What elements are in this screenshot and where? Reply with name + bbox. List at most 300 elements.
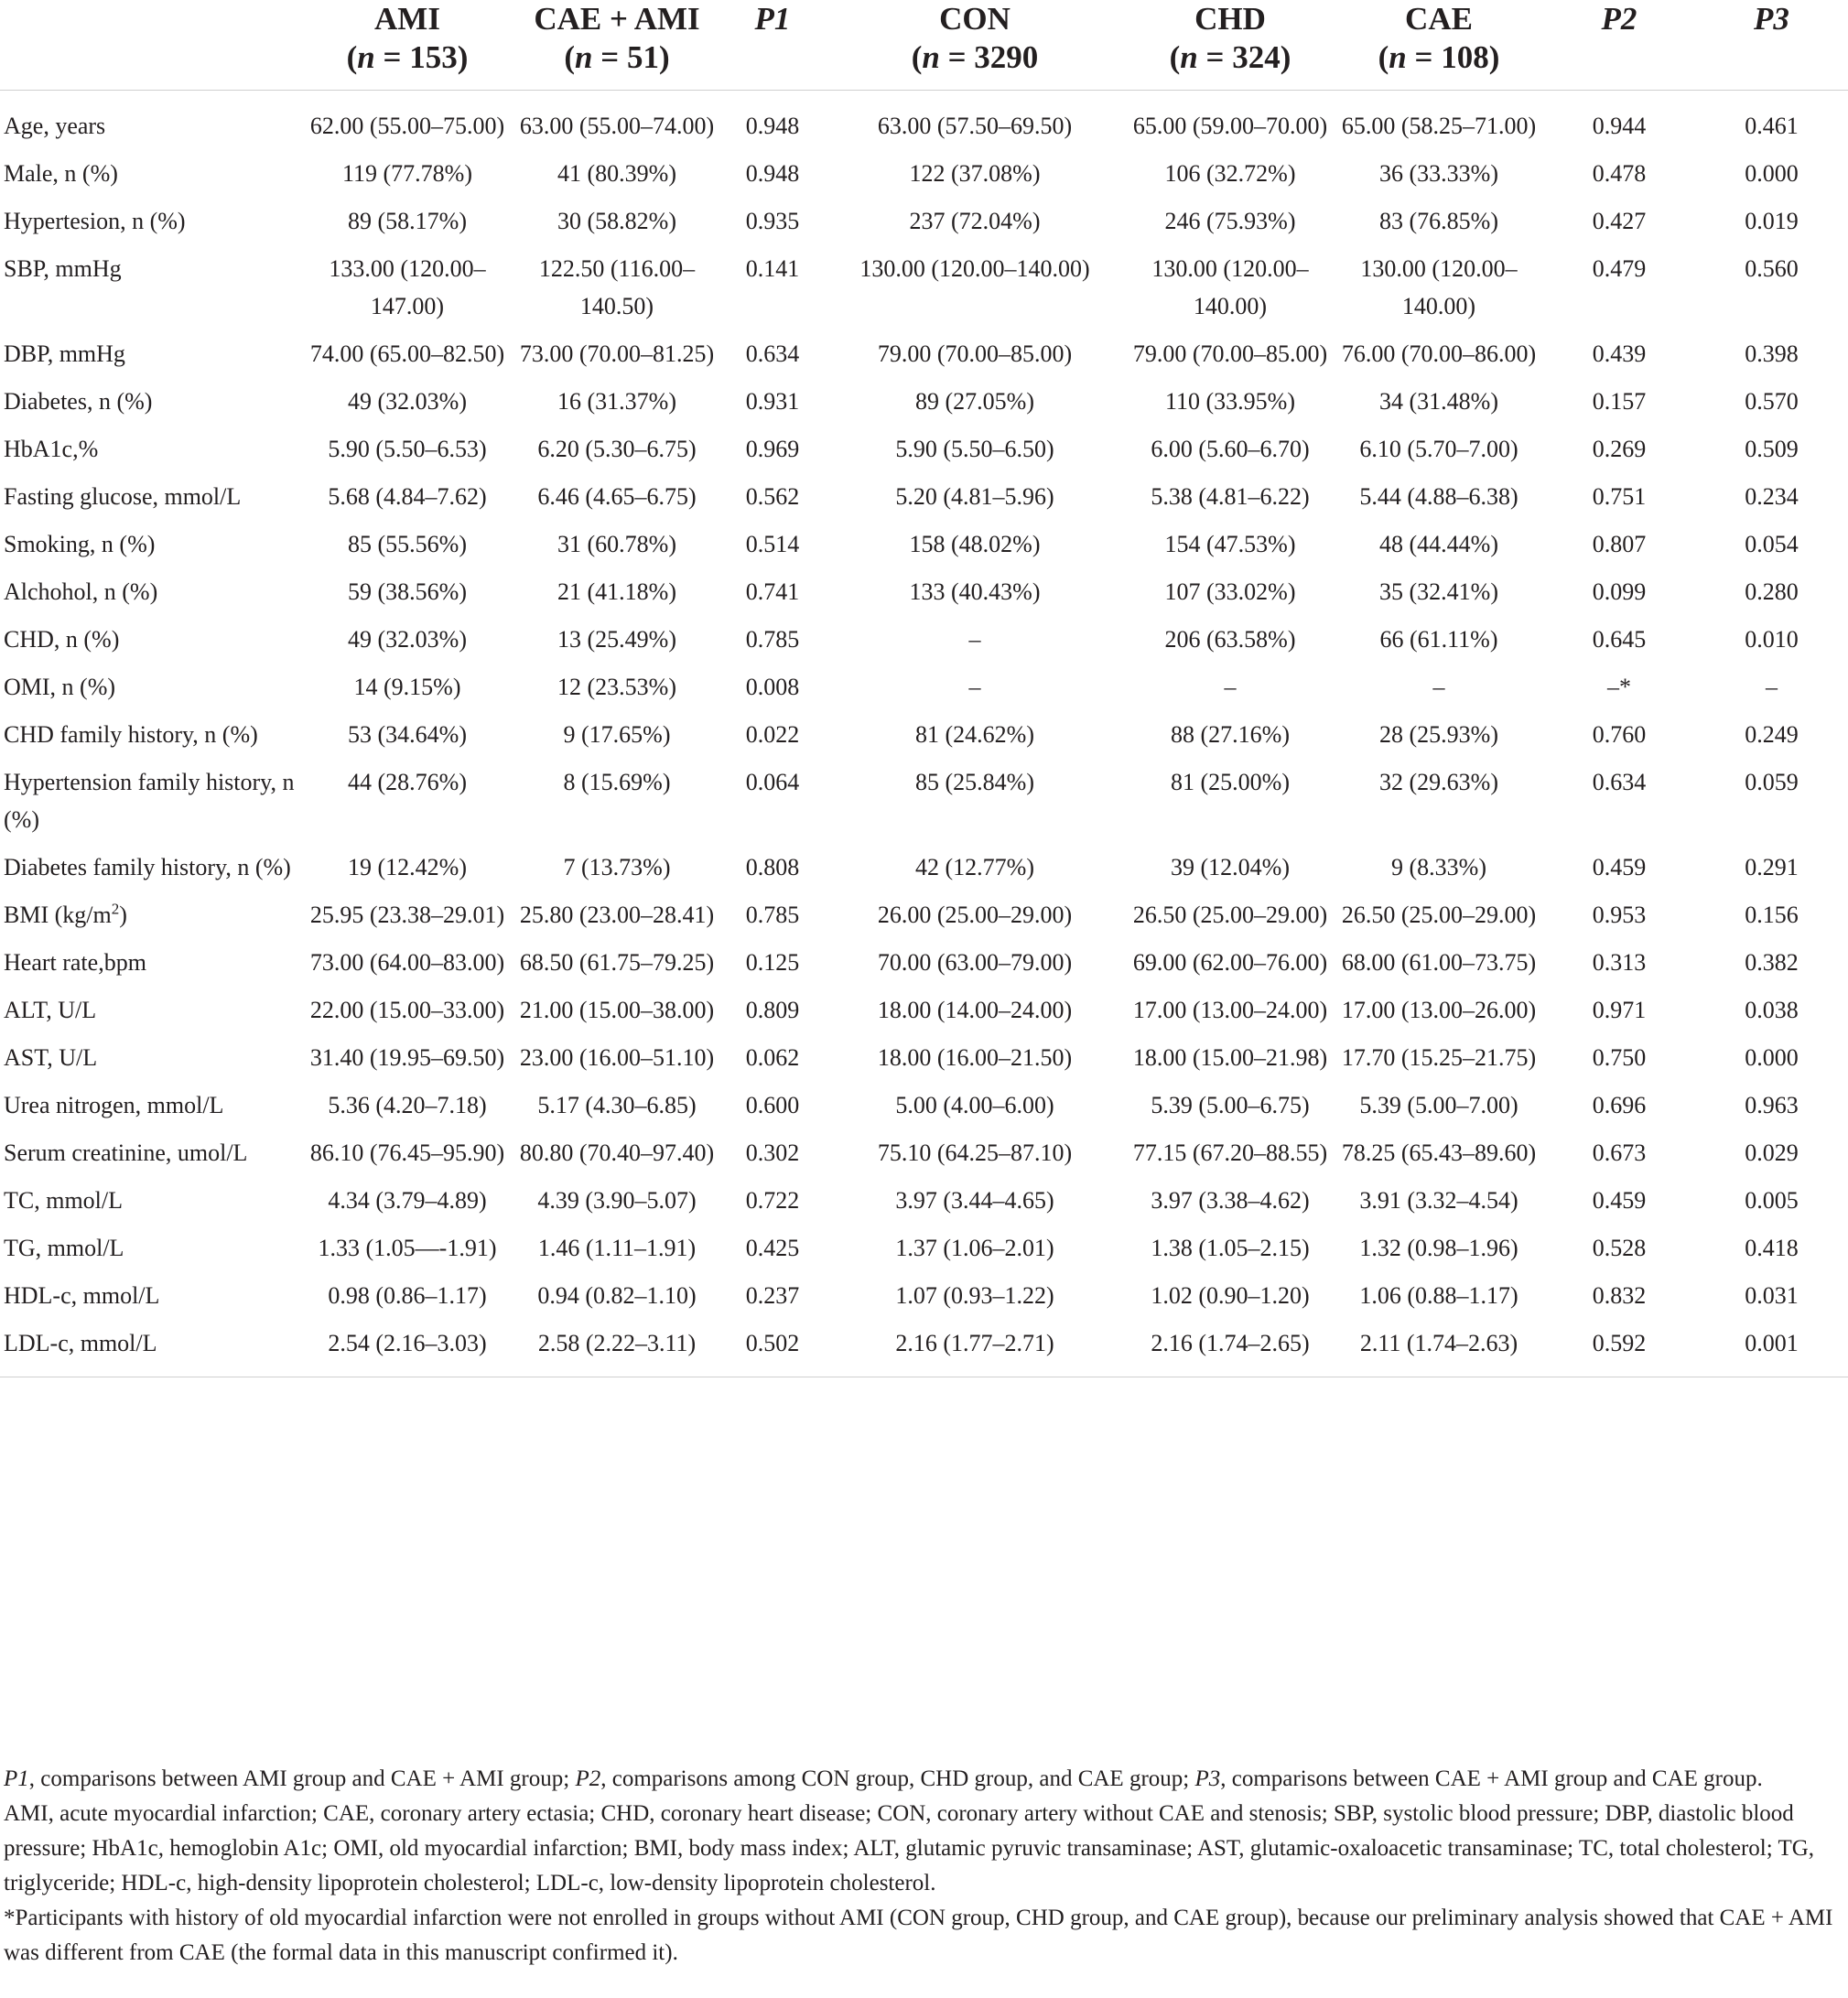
cell-p1: 0.969 (745, 436, 800, 462)
row-label-text: Alchohol, n (%) (4, 578, 158, 605)
table-row (0, 1324, 1848, 1377)
cell-p2: 0.944 (1592, 113, 1647, 139)
cell-cae: 35 (32.41%) (1379, 578, 1498, 605)
cell-cae: 17.70 (15.25–21.75) (1341, 1044, 1537, 1071)
cell-chd: 39 (12.04%) (1171, 854, 1290, 880)
table-row (0, 335, 1848, 383)
row-label-text: Age, years (4, 113, 106, 139)
row-label-text: CHD, n (%) (4, 626, 120, 653)
cell-p2: 0.439 (1592, 340, 1647, 367)
cell-con: 70.00 (63.00–79.00) (877, 949, 1073, 976)
table-row (0, 896, 1848, 944)
p-definition-text: , comparisons between CAE + AMI group and CAE group. (1220, 1766, 1763, 1791)
row-label-text: Hypertension family history, n (%) (4, 769, 295, 833)
cell-p2: 0.953 (1592, 902, 1647, 928)
cell-chd: 5.39 (5.00–6.75) (1151, 1092, 1310, 1118)
row-label-text: Heart rate,bpm (4, 949, 146, 976)
cell-con: 89 (27.05%) (915, 388, 1034, 415)
table-row (0, 991, 1848, 1039)
cell-ami: 49 (32.03%) (348, 388, 467, 415)
cell-chd: 206 (63.58%) (1164, 626, 1296, 653)
cell-cae: 68.00 (61.00–73.75) (1341, 949, 1537, 976)
cell-con: 237 (72.04%) (909, 208, 1041, 234)
cell-ami: 2.54 (2.16–3.03) (302, 1324, 513, 1377)
abbreviations-note: AMI, acute myocardial infarction; CAE, coronary artery ectasia; CHD, coronary heart disease; CON, coronary artery without CAE and stenosis; SBP, systolic blood pressure; DBP, diastolic blood pressure; HbA1c, hemoglobin A1c; OMI, old myocardial infarction; BMI, body mass index; ALT, glutamic pyruvic transaminase; AST, glutamic-oxaloacetic transaminase; TC, total cholesterol; TG, triglyceride; HDL-c, high-density lipoprotein cholesterol; LDL-c, low-density lipoprotein cholesterol. (4, 1801, 1815, 1895)
header-stub (0, 0, 302, 91)
cell-ami: 74.00 (65.00–82.50) (309, 340, 505, 367)
cell-p3: 0.156 (1745, 902, 1799, 928)
cell-caeami: 6.20 (5.30–6.75) (537, 436, 697, 462)
cell-p1: 0.634 (745, 340, 800, 367)
cell-p1: 0.722 (745, 1187, 800, 1214)
cell-chd: 69.00 (62.00–76.00) (1132, 949, 1328, 976)
table-row (0, 848, 1848, 896)
row-label-text: OMI, n (%) (4, 674, 116, 700)
cell-p1: 0.425 (745, 1235, 800, 1261)
cell-p2: 0.751 (1592, 483, 1647, 510)
table-row (0, 1039, 1848, 1086)
cell-caeami: 21.00 (15.00–38.00) (519, 997, 715, 1023)
row-label-text: Fasting glucose, mmol/L (4, 483, 242, 510)
cell-con: 1.07 (0.93–1.22) (895, 1282, 1054, 1309)
cell-p3: 0.509 (1745, 436, 1799, 462)
column-header-name: P1 (754, 1, 791, 37)
table-row (0, 383, 1848, 430)
cell-cae: 76.00 (70.00–86.00) (1341, 340, 1537, 367)
cell-p2: 0.645 (1592, 626, 1647, 653)
cell-ami: 133.00 (120.00–147.00) (329, 255, 486, 319)
row-label-end: ) (119, 902, 127, 928)
row-label (0, 1086, 302, 1134)
cell-ami: 25.95 (23.38–29.01) (309, 902, 505, 928)
table-row (0, 716, 1848, 763)
cell-p3: 0.031 (1745, 1282, 1799, 1309)
cell-p2: –* (1607, 674, 1631, 700)
cell-ami: 5.36 (4.20–7.18) (328, 1092, 487, 1118)
cell-caeami: 8 (15.69%) (563, 769, 671, 795)
cell-caeami: 2.58 (2.22–3.11) (513, 1324, 721, 1377)
row-label-text: HDL-c, mmol/L (4, 1282, 160, 1309)
cell-con: – (968, 626, 981, 653)
cell-con: 133 (40.43%) (909, 578, 1041, 605)
cell-con: 63.00 (57.50–69.50) (877, 113, 1073, 139)
cell-caeami: 9 (17.65%) (563, 721, 671, 748)
cell-p2: 0.696 (1592, 1092, 1647, 1118)
cell-con: – (968, 674, 981, 700)
cell-chd: 154 (47.53%) (1164, 531, 1296, 557)
cell-chd: 26.50 (25.00–29.00) (1132, 902, 1328, 928)
cell-p2: 0.634 (1592, 769, 1647, 795)
cell-p3: 0.059 (1745, 769, 1799, 795)
cell-cae: 1.32 (0.98–1.96) (1359, 1235, 1518, 1261)
row-label (0, 525, 302, 573)
row-label (0, 155, 302, 202)
cell-cae: 78.25 (65.43–89.60) (1341, 1139, 1537, 1166)
cell-p3: 0.005 (1745, 1187, 1799, 1214)
table-row (0, 573, 1848, 621)
row-label (0, 716, 302, 763)
cell-p3: 0.019 (1745, 208, 1799, 234)
cell-p1: 0.785 (745, 902, 800, 928)
cell-p2: 0.459 (1592, 854, 1647, 880)
cell-con: 1.37 (1.06–2.01) (895, 1235, 1054, 1261)
cell-p2: 0.459 (1592, 1187, 1647, 1214)
cell-p2: 0.269 (1592, 436, 1647, 462)
row-label-text: TC, mmol/L (4, 1187, 123, 1214)
cell-caeami: 25.80 (23.00–28.41) (519, 902, 715, 928)
cell-caeami: 31 (60.78%) (557, 531, 676, 557)
cell-p3: 0.382 (1745, 949, 1799, 976)
cell-p1: 0.562 (745, 483, 800, 510)
cell-cae: 28 (25.93%) (1379, 721, 1498, 748)
cell-p2: 0.099 (1592, 578, 1647, 605)
p-definition-text: , comparisons between AMI group and CAE + AMI group; (28, 1766, 576, 1791)
table-row (0, 1229, 1848, 1277)
cell-caeami: 6.46 (4.65–6.75) (537, 483, 697, 510)
column-header (1335, 0, 1543, 91)
table-row (0, 91, 1848, 156)
cell-chd: 18.00 (15.00–21.98) (1132, 1044, 1328, 1071)
cell-caeami: 13 (25.49%) (557, 626, 676, 653)
column-header-n: (n = 324) (1169, 39, 1291, 75)
cell-cae: 36 (33.33%) (1379, 160, 1498, 187)
table-row (0, 430, 1848, 478)
table-body (0, 91, 1848, 1377)
cell-ami: 119 (77.78%) (341, 160, 472, 187)
cell-p2: 0.750 (1592, 1044, 1647, 1071)
column-header-n: (n = 51) (564, 39, 670, 75)
cell-p3: 0.000 (1745, 1044, 1799, 1071)
table-row (0, 621, 1848, 668)
cell-chd: 2.16 (1.74–2.65) (1126, 1324, 1335, 1377)
row-label-text: HbA1c,% (4, 436, 99, 462)
p-definition-text: , comparisons among CON group, CHD group, and CAE group; (600, 1766, 1195, 1791)
cell-ami: 14 (9.15%) (353, 674, 461, 700)
cell-con: 81 (24.62%) (915, 721, 1034, 748)
row-label (0, 896, 302, 944)
cell-p2: 0.157 (1592, 388, 1647, 415)
footnote: *Participants with history of old myocardial infarction were not enrolled in groups without AMI (CON group, CHD group, and CAE group), because our preliminary analysis showed that CAE + AMI was different from CAE (the formal data in this manuscript confirmed it). (4, 1906, 1833, 1965)
cell-cae: 3.91 (3.32–4.54) (1359, 1187, 1518, 1214)
cell-chd: 110 (33.95%) (1164, 388, 1295, 415)
cell-chd: – (1224, 674, 1237, 700)
cell-cae: 34 (31.48%) (1379, 388, 1498, 415)
row-label-text: SBP, mmHg (4, 255, 122, 282)
row-label (0, 1182, 302, 1229)
cell-chd: 107 (33.02%) (1164, 578, 1296, 605)
table-row (0, 478, 1848, 525)
row-label-text: Male, n (%) (4, 160, 118, 187)
column-header-n: (n = 108) (1378, 39, 1500, 75)
cell-caeami: 7 (13.73%) (563, 854, 671, 880)
cell-cae: – (1432, 674, 1445, 700)
cell-con: 122 (37.08%) (909, 160, 1041, 187)
row-label-text: CHD family history, n (%) (4, 721, 258, 748)
cell-p1: 0.948 (745, 113, 800, 139)
cell-p2: 0.592 (1543, 1324, 1695, 1377)
column-header-name: P2 (1601, 1, 1637, 37)
cell-ami: 44 (28.76%) (348, 769, 467, 795)
column-header (721, 0, 824, 91)
table-notes (4, 1762, 1843, 1971)
row-label (0, 1324, 302, 1377)
cell-p1: 0.514 (745, 531, 800, 557)
cell-ami: 5.68 (4.84–7.62) (328, 483, 487, 510)
header-row (0, 0, 1848, 91)
cell-chd: 1.02 (0.90–1.20) (1151, 1282, 1310, 1309)
cell-caeami: 16 (31.37%) (557, 388, 676, 415)
column-header-name: AMI (374, 1, 440, 37)
column-header-name: CON (939, 1, 1010, 37)
cell-p3: 0.029 (1745, 1139, 1799, 1166)
cell-p2: 0.760 (1592, 721, 1647, 748)
cell-caeami: 1.46 (1.11–1.91) (537, 1235, 697, 1261)
cell-p2: 0.313 (1592, 949, 1647, 976)
cell-p1: 0.809 (745, 997, 800, 1023)
column-header (1126, 0, 1335, 91)
row-label-text: AST, U/L (4, 1044, 98, 1071)
cell-ami: 85 (55.56%) (348, 531, 467, 557)
cell-ami: 19 (12.42%) (348, 854, 467, 880)
cell-ami: 59 (38.56%) (348, 578, 467, 605)
cell-p1: 0.064 (745, 769, 800, 795)
cell-chd: 17.00 (13.00–24.00) (1132, 997, 1328, 1023)
cell-ami: 73.00 (64.00–83.00) (309, 949, 505, 976)
cell-chd: 79.00 (70.00–85.00) (1132, 340, 1328, 367)
cell-cae: 1.06 (0.88–1.17) (1359, 1282, 1518, 1309)
column-header-n: (n = 153) (346, 39, 469, 75)
cell-con: 3.97 (3.44–4.65) (895, 1187, 1054, 1214)
table-row (0, 763, 1848, 848)
cell-caeami: 80.80 (70.40–97.40) (519, 1139, 715, 1166)
cell-ami: 0.98 (0.86–1.17) (328, 1282, 487, 1309)
cell-cae: 32 (29.63%) (1379, 769, 1498, 795)
cell-caeami: 23.00 (16.00–51.10) (519, 1044, 715, 1071)
cell-cae: 5.44 (4.88–6.38) (1359, 483, 1518, 510)
cell-p3: 0.001 (1695, 1324, 1848, 1377)
row-label (0, 1039, 302, 1086)
cell-caeami: 63.00 (55.00–74.00) (519, 113, 715, 139)
cell-p1: 0.948 (745, 160, 800, 187)
cell-chd: 5.38 (4.81–6.22) (1151, 483, 1310, 510)
row-label-text: LDL-c, mmol/L (4, 1330, 157, 1356)
column-header-name: P3 (1754, 1, 1789, 37)
cell-cae: 6.10 (5.70–7.00) (1359, 436, 1518, 462)
row-label (0, 1134, 302, 1182)
row-label (0, 1277, 302, 1324)
cell-p2: 0.479 (1592, 255, 1647, 282)
table-row (0, 1134, 1848, 1182)
row-label-text: Diabetes family history, n (%) (4, 854, 291, 880)
row-label-text: DBP, mmHg (4, 340, 125, 367)
cell-p3: 0.570 (1745, 388, 1799, 415)
table-row (0, 1277, 1848, 1324)
cell-p1: 0.062 (745, 1044, 800, 1071)
row-label-text: BMI (kg/m (4, 902, 112, 928)
cell-p3: 0.038 (1745, 997, 1799, 1023)
cell-chd: 77.15 (67.20–88.55) (1132, 1139, 1328, 1166)
cell-cae: 5.39 (5.00–7.00) (1359, 1092, 1518, 1118)
cell-caeami: 21 (41.18%) (557, 578, 676, 605)
cell-p1: 0.600 (745, 1092, 800, 1118)
cell-p3: 0.280 (1745, 578, 1799, 605)
cell-cae: 48 (44.44%) (1379, 531, 1498, 557)
cell-caeami: 122.50 (116.00–140.50) (538, 255, 696, 319)
cell-con: 75.10 (64.25–87.10) (877, 1139, 1073, 1166)
cell-chd: 65.00 (59.00–70.00) (1132, 113, 1328, 139)
row-label (0, 848, 302, 896)
cell-ami: 62.00 (55.00–75.00) (309, 113, 505, 139)
row-label (0, 991, 302, 1039)
row-label (0, 668, 302, 716)
cell-p1: 0.125 (745, 949, 800, 976)
cell-ami: 86.10 (76.45–95.90) (309, 1139, 505, 1166)
p-term: P3 (1194, 1766, 1221, 1791)
table-row (0, 1086, 1848, 1134)
table-row (0, 1182, 1848, 1229)
column-header (1695, 0, 1848, 91)
row-label-text: Urea nitrogen, mmol/L (4, 1092, 224, 1118)
cell-con: 2.16 (1.77–2.71) (824, 1324, 1126, 1377)
cell-chd: 81 (25.00%) (1171, 769, 1290, 795)
cell-p1: 0.237 (745, 1282, 800, 1309)
cell-con: 5.20 (4.81–5.96) (895, 483, 1054, 510)
cell-ami: 53 (34.64%) (348, 721, 467, 748)
cell-caeami: 30 (58.82%) (557, 208, 676, 234)
cell-con: 130.00 (120.00–140.00) (859, 255, 1090, 282)
column-header-name: CAE + AMI (534, 1, 700, 37)
cell-p3: 0.054 (1745, 531, 1799, 557)
cell-caeami: 73.00 (70.00–81.25) (519, 340, 715, 367)
cell-con: 18.00 (16.00–21.50) (877, 1044, 1073, 1071)
cell-chd: 88 (27.16%) (1171, 721, 1290, 748)
cell-p2: 0.807 (1592, 531, 1647, 557)
column-header (824, 0, 1126, 91)
cell-ami: 1.33 (1.05—-1.91) (318, 1235, 497, 1261)
row-label-text: ALT, U/L (4, 997, 97, 1023)
cell-chd: 130.00 (120.00–140.00) (1151, 255, 1309, 319)
row-label-text: Diabetes, n (%) (4, 388, 153, 415)
cell-con: 79.00 (70.00–85.00) (877, 340, 1073, 367)
cell-con: 5.00 (4.00–6.00) (895, 1092, 1054, 1118)
row-label-text: Serum creatinine, umol/L (4, 1139, 248, 1166)
cell-p1: 0.935 (745, 208, 800, 234)
row-label (0, 250, 302, 335)
table-row (0, 202, 1848, 250)
cell-con: 26.00 (25.00–29.00) (877, 902, 1073, 928)
table-row (0, 155, 1848, 202)
cell-con: 5.90 (5.50–6.50) (895, 436, 1054, 462)
cell-chd: 3.97 (3.38–4.62) (1151, 1187, 1310, 1214)
row-label (0, 335, 302, 383)
cell-cae: 17.00 (13.00–26.00) (1341, 997, 1537, 1023)
row-label-text: Smoking, n (%) (4, 531, 156, 557)
table-header (0, 0, 1848, 91)
cell-p3: 0.963 (1745, 1092, 1799, 1118)
cell-p1: 0.785 (745, 626, 800, 653)
cell-chd: 246 (75.93%) (1164, 208, 1296, 234)
row-label (0, 763, 302, 848)
cell-p2: 0.832 (1592, 1282, 1647, 1309)
cell-cae: 65.00 (58.25–71.00) (1341, 113, 1537, 139)
cell-ami: 31.40 (19.95–69.50) (309, 1044, 505, 1071)
cell-p3: 0.418 (1745, 1235, 1799, 1261)
cell-ami: 22.00 (15.00–33.00) (309, 997, 505, 1023)
cell-caeami: 41 (80.39%) (557, 160, 676, 187)
table-row (0, 525, 1848, 573)
cell-p1: 0.741 (745, 578, 800, 605)
cell-p2: 0.478 (1592, 160, 1647, 187)
cell-cae: 26.50 (25.00–29.00) (1341, 902, 1537, 928)
cell-chd: 6.00 (5.60–6.70) (1151, 436, 1310, 462)
table-row (0, 944, 1848, 991)
row-label (0, 383, 302, 430)
row-label-text: TG, mmol/L (4, 1235, 124, 1261)
cell-caeami: 12 (23.53%) (557, 674, 676, 700)
row-label (0, 621, 302, 668)
row-label-text: Hypertesion, n (%) (4, 208, 186, 234)
column-header (1543, 0, 1695, 91)
cell-cae: 83 (76.85%) (1379, 208, 1498, 234)
cell-p1: 0.808 (745, 854, 800, 880)
row-label-superscript: 2 (111, 900, 120, 918)
cell-p3: 0.560 (1745, 255, 1799, 282)
cell-ami: 89 (58.17%) (348, 208, 467, 234)
row-label (0, 91, 302, 156)
cell-caeami: 0.94 (0.82–1.10) (537, 1282, 697, 1309)
column-header (302, 0, 513, 91)
cell-caeami: 4.39 (3.90–5.07) (537, 1187, 697, 1214)
row-label (0, 202, 302, 250)
cell-p3: 0.000 (1745, 160, 1799, 187)
cell-p3: – (1766, 674, 1778, 700)
cell-caeami: 5.17 (4.30–6.85) (537, 1092, 697, 1118)
cell-con: 42 (12.77%) (915, 854, 1034, 880)
row-label (0, 1229, 302, 1277)
cell-caeami: 68.50 (61.75–79.25) (519, 949, 715, 976)
cell-cae: 9 (8.33%) (1391, 854, 1486, 880)
cell-p2: 0.528 (1592, 1235, 1647, 1261)
p-term: P2 (575, 1766, 601, 1791)
p-term: P1 (4, 1766, 29, 1791)
row-label (0, 573, 302, 621)
cell-con: 18.00 (14.00–24.00) (877, 997, 1073, 1023)
row-label (0, 478, 302, 525)
table-row (0, 250, 1848, 335)
cell-chd: 1.38 (1.05–2.15) (1151, 1235, 1310, 1261)
cell-cae: 2.11 (1.74–2.63) (1335, 1324, 1543, 1377)
table-row (0, 668, 1848, 716)
cell-cae: 130.00 (120.00–140.00) (1360, 255, 1518, 319)
column-header-n: (n = 3290 (911, 39, 1039, 75)
cell-ami: 5.90 (5.50–6.53) (328, 436, 487, 462)
cell-p1: 0.502 (721, 1324, 824, 1377)
cell-p3: 0.461 (1745, 113, 1799, 139)
column-header-name: CAE (1405, 1, 1473, 37)
cell-p1: 0.022 (745, 721, 800, 748)
row-label (0, 430, 302, 478)
cell-cae: 66 (61.11%) (1379, 626, 1498, 653)
p-value-definitions (4, 1762, 1843, 1797)
row-label (0, 944, 302, 991)
cell-p1: 0.008 (745, 674, 800, 700)
cell-p2: 0.673 (1592, 1139, 1647, 1166)
cell-con: 158 (48.02%) (909, 531, 1041, 557)
cell-p3: 0.291 (1745, 854, 1799, 880)
cell-p3: 0.398 (1745, 340, 1799, 367)
cell-p2: 0.427 (1592, 208, 1647, 234)
cell-p1: 0.141 (745, 255, 800, 282)
